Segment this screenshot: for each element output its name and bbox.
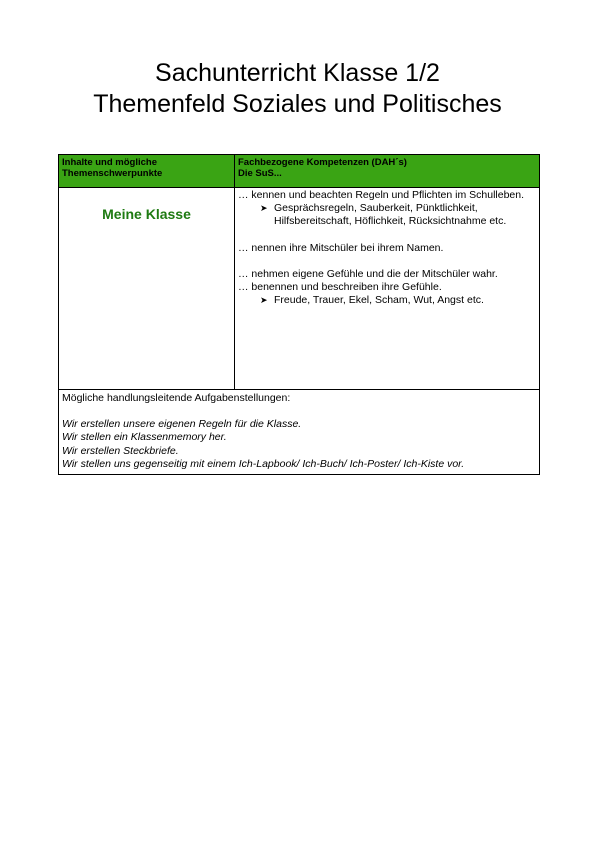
spacer [238, 255, 536, 268]
arrow-bullet-icon: ➤ [260, 203, 268, 214]
document-title-line-2: Themenfeld Soziales und Politisches [93, 90, 502, 118]
feelings-examples: Freude, Trauer, Ekel, Scham, Wut, Angst etc. [274, 294, 484, 307]
task-item: Wir erstellen Steckbriefe. [62, 444, 179, 457]
header-competencies-line-1: Fachbezogene Kompetenzen (DAH´s) [238, 157, 407, 168]
topic-title: Meine Klasse [102, 206, 191, 222]
table-tasks-row [59, 390, 540, 475]
header-contents-line-2: Themenschwerpunkte [62, 168, 163, 179]
list-item [260, 294, 536, 307]
document-title-line-1: Sachunterricht Klasse 1/2 [155, 59, 440, 87]
competency-rules: … kennen und beachten Regeln und Pflichten im Schulleben. [238, 189, 525, 201]
competency-feelings-describe: … benennen und beschreiben ihre Gefühle. [238, 281, 442, 294]
tasks-cell [59, 390, 540, 475]
feelings-bullet-list [238, 294, 536, 307]
header-cell-competencies [235, 155, 540, 188]
curriculum-table [58, 154, 540, 475]
tasks-heading: Mögliche handlungsleitende Aufgabenstellungen: [62, 392, 291, 404]
spacer [238, 229, 536, 242]
rules-bullet-list [238, 202, 536, 228]
task-item: Wir stellen ein Klassenmemory her. [62, 431, 227, 444]
competency-feelings-perceive: … nehmen eigene Gefühle und die der Mitschüler wahr. [238, 267, 498, 280]
header-cell-contents [59, 155, 235, 188]
rules-examples: Gesprächsregeln, Sauberkeit, Pünktlichkeit, Hilfsbereitschaft, Höflichkeit, Rücksichtnahme etc. [274, 202, 507, 228]
task-item: Wir erstellen unsere eigenen Regeln für die Klasse. [62, 418, 302, 431]
competencies-cell [235, 188, 540, 390]
table-header-row [59, 155, 540, 188]
list-item [260, 202, 536, 228]
header-contents-line-1: Inhalte und mögliche [62, 157, 158, 168]
spacer [62, 405, 536, 418]
table-content-row [59, 188, 540, 390]
topic-cell [59, 188, 235, 390]
competency-names: … nennen ihre Mitschüler bei ihrem Namen. [238, 241, 444, 254]
arrow-bullet-icon: ➤ [260, 295, 268, 306]
task-item: Wir stellen uns gegenseitig mit einem Ich-Lapbook/ Ich-Buch/ Ich-Poster/ Ich-Kiste vor. [62, 457, 465, 470]
header-competencies-line-2: Die SuS... [238, 168, 282, 179]
